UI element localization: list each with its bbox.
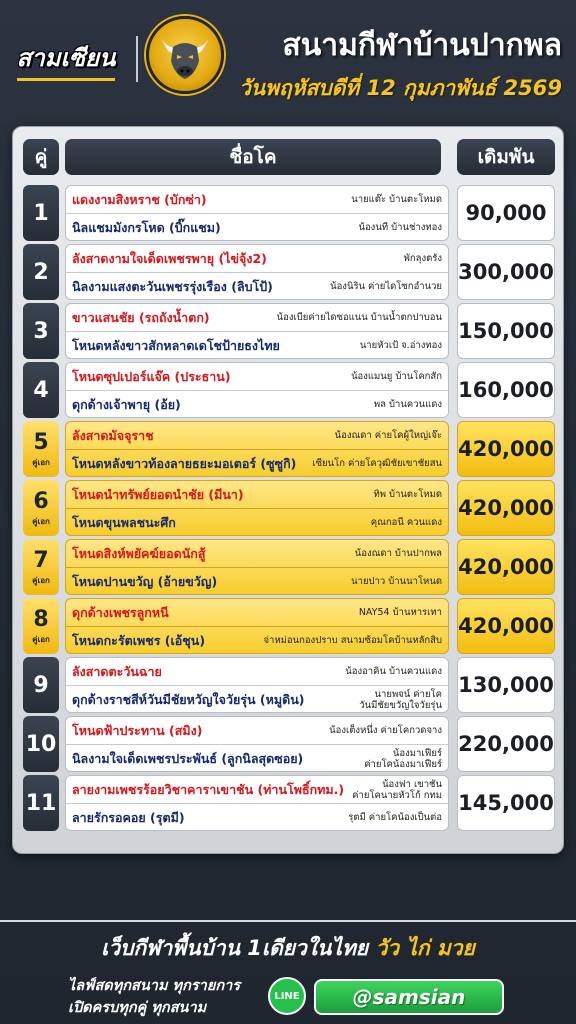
red-bull-name: ลังสาดงามใจเด็ดเพชรพายุ (ไข่จุ้ง2) bbox=[72, 251, 267, 266]
match-table bbox=[12, 126, 564, 854]
red-corner-line bbox=[66, 422, 448, 450]
footer-slogan bbox=[0, 932, 576, 965]
blue-owner-line-2: ค่ายโคน้องมาเฟียร์ bbox=[364, 759, 442, 770]
bull-names bbox=[65, 539, 449, 595]
blue-bull-name: โหนดขุนพลชนะศึก bbox=[72, 515, 176, 530]
match-number bbox=[23, 716, 59, 772]
match-row bbox=[21, 775, 557, 831]
match-number-value: 11 bbox=[25, 790, 57, 816]
blue-bull-name: นิลแชมมังกรโหด (บิ๊กแชม) bbox=[72, 220, 221, 235]
blue-owner-line-2: วันมีชัยขวัญใจวัยรุ่น bbox=[359, 700, 442, 711]
blue-corner-line bbox=[66, 686, 448, 713]
red-owner-line-1: น้องฟา เขาชัน bbox=[382, 779, 442, 790]
blue-bull-name: โหนดปานขวัญ (อ้ายขวัญ) bbox=[72, 574, 218, 589]
red-owner: นายแต๊ะ บ้านตะโหมด bbox=[351, 194, 442, 205]
blue-corner-line bbox=[66, 391, 448, 418]
footer bbox=[0, 862, 576, 1024]
match-number-value: 6 bbox=[33, 488, 49, 514]
red-bull-name: โหนดสิงห์พยัคฆ์ยอดนักสู้ bbox=[72, 546, 206, 561]
blue-corner-line bbox=[66, 804, 448, 831]
column-header-pair: คู่ bbox=[23, 139, 59, 175]
header bbox=[0, 0, 576, 118]
red-owner: พักลุงตรัง bbox=[403, 253, 442, 264]
red-bull-name: โหนดฟ้าประทาน (สมิง) bbox=[72, 723, 203, 738]
blue-corner-line bbox=[66, 745, 448, 772]
bull-names bbox=[65, 598, 449, 654]
blue-owner-line-1: นายพจน์ ค่ายโค bbox=[374, 689, 442, 700]
red-bull-name: ลังสาดตะวันฉาย bbox=[72, 664, 162, 679]
blue-corner-line bbox=[66, 273, 448, 300]
match-row bbox=[21, 716, 557, 772]
blue-corner-line bbox=[66, 332, 448, 359]
match-row bbox=[21, 362, 557, 418]
blue-corner-line bbox=[66, 568, 448, 595]
match-number bbox=[23, 657, 59, 713]
blue-owner: นายปาว บ้านนาโหนด bbox=[351, 576, 442, 587]
match-row bbox=[21, 303, 557, 359]
main-event-tag: คู่เอก bbox=[32, 516, 50, 526]
match-row bbox=[21, 244, 557, 300]
slogan-tail: วัว ไก่ มวย bbox=[375, 936, 475, 960]
blue-owner: พล บ้านควนแดง bbox=[373, 399, 442, 410]
match-number-value: 7 bbox=[33, 547, 49, 573]
bull-names bbox=[65, 775, 449, 831]
red-bull-name: ดุกด้างเพชรลูกหนี bbox=[72, 605, 169, 620]
red-owner: น้องณดา ค่ายโคผู้ใหญ่เจ๊ะ bbox=[334, 430, 442, 441]
red-owner: น้องแมนยู บ้านโคกสัก bbox=[351, 371, 442, 382]
blue-bull-name: ดุกด้างเจ้าพายุ (อ้ย) bbox=[72, 397, 181, 412]
event-date: วันพฤหัสบดีที่ 12 กุมภาพันธ์ 2569 bbox=[239, 76, 562, 100]
match-number bbox=[23, 539, 59, 595]
bull-names bbox=[65, 480, 449, 536]
bet-amount: 145,000 bbox=[457, 775, 555, 831]
blue-owner: น้องนิริน ค่ายไดโซกอำนวย bbox=[330, 281, 442, 292]
bet-amount: 130,000 bbox=[457, 657, 555, 713]
bull-head-icon bbox=[155, 25, 215, 85]
red-bull-name: แดงงามสิงหราช (บักซ่า) bbox=[72, 192, 207, 207]
red-corner-line bbox=[66, 186, 448, 214]
red-bull-name: ลังสาดมัจจุราช bbox=[72, 428, 154, 443]
match-number bbox=[23, 185, 59, 241]
red-owner: น้องเต็งหนึ่ง ค่ายโคกวดจาง bbox=[329, 725, 442, 736]
bet-amount: 420,000 bbox=[457, 480, 555, 536]
column-header-name: ชื่อโค bbox=[65, 139, 441, 175]
match-number-value: 2 bbox=[33, 259, 49, 285]
match-number-value: 5 bbox=[33, 429, 49, 455]
blue-owner: รุตมี ค่ายโคน้องเป็นต่อ bbox=[348, 812, 442, 823]
red-owner: น้องอาคิน บ้านควนแดง bbox=[345, 666, 442, 677]
bet-amount: 150,000 bbox=[457, 303, 555, 359]
brand-divider bbox=[136, 36, 138, 82]
match-number bbox=[23, 362, 59, 418]
bull-names bbox=[65, 716, 449, 772]
blue-owner: คุณกอนี ควนแดง bbox=[370, 517, 442, 528]
blue-bull-name: โหนดกะรัตเพชร (เอ้ชุน) bbox=[72, 633, 206, 648]
match-number-value: 3 bbox=[33, 318, 49, 344]
match-number bbox=[23, 303, 59, 359]
bet-amount: 220,000 bbox=[457, 716, 555, 772]
red-corner-line bbox=[66, 304, 448, 332]
blue-corner-line bbox=[66, 627, 448, 654]
match-number bbox=[23, 598, 59, 654]
red-bull-name: ขาวแสนชัย (รถถังน้ำตก) bbox=[72, 310, 210, 325]
match-number-value: 4 bbox=[33, 377, 49, 403]
match-row bbox=[21, 421, 557, 477]
match-row bbox=[21, 539, 557, 595]
venue-title: สนามกีฬาบ้านปากพล bbox=[282, 28, 562, 63]
match-row bbox=[21, 185, 557, 241]
red-owner: NAY54 บ้านหารเทา bbox=[358, 607, 442, 618]
slogan-main: เว็บกีฬาพื้นบ้าน 1เดียวในไทย bbox=[101, 936, 369, 960]
blue-corner-line bbox=[66, 450, 448, 477]
blue-owner: นายหัวเป้ จ.อ่างทอง bbox=[359, 340, 442, 351]
bet-amount: 420,000 bbox=[457, 539, 555, 595]
blue-corner-line bbox=[66, 214, 448, 241]
bull-names bbox=[65, 303, 449, 359]
footer-line-2: เปิดครบทุกคู่ ทุกสนาม bbox=[68, 1000, 207, 1016]
brand-logo bbox=[4, 40, 128, 78]
bull-names bbox=[65, 244, 449, 300]
match-row bbox=[21, 657, 557, 713]
blue-bull-name: นิลงามแสงตะวันเพชรรุ่งเรือง (ลิบโป้) bbox=[72, 279, 273, 294]
red-corner-line bbox=[66, 481, 448, 509]
red-owner: ทิพ บ้านตะโหมด bbox=[373, 489, 442, 500]
red-corner-line bbox=[66, 245, 448, 273]
match-number-value: 10 bbox=[25, 731, 57, 757]
red-bull-name: ลายงามเพชรร้อยวิชาคาราเขาชัน (ท่านโพธิ์กทม.) bbox=[72, 782, 345, 797]
brand-name: สามเซียน bbox=[17, 38, 116, 81]
main-event-tag: คู่เอก bbox=[32, 575, 50, 585]
blue-bull-name: นิลงามใจเด็ดเพชรประพันธ์ (ลูกนิลสุดซอย) bbox=[72, 751, 304, 766]
bet-amount: 160,000 bbox=[457, 362, 555, 418]
red-corner-line bbox=[66, 599, 448, 627]
match-number-value: 8 bbox=[33, 606, 49, 632]
blue-bull-name: ดุกด้างราชสีห์วันมีชัยหวัญใจวัยรุ่น (หมูดิน) bbox=[72, 692, 305, 707]
match-number bbox=[23, 480, 59, 536]
footer-divider bbox=[0, 920, 576, 922]
bull-logo-icon bbox=[146, 16, 224, 94]
match-number bbox=[23, 421, 59, 477]
blue-owner: เซียนโก ค่ายโควุฒิชัยเขาชัยสน bbox=[312, 458, 442, 469]
red-bull-name: โหนดซุปเปอร์แจ๊ค (ประธาน) bbox=[72, 369, 231, 384]
red-owner: น้องเบียค่ายไดซอแนน บ้านน้ำตกปาบอน bbox=[276, 312, 442, 323]
main-event-tag: คู่เอก bbox=[32, 634, 50, 644]
red-owner-line-2: ค่ายโคนายหัวโก้ กทม bbox=[352, 790, 442, 801]
bet-amount: 90,000 bbox=[457, 185, 555, 241]
blue-bull-name: ลายรักรอคอย (รุตมี) bbox=[72, 810, 185, 825]
red-corner-line bbox=[66, 363, 448, 391]
blue-bull-name: โหนดหลังขาวท้องลายธยะมอเตอร์ (ซูซูกิ) bbox=[72, 456, 297, 471]
red-owner bbox=[352, 779, 442, 801]
bet-amount: 420,000 bbox=[457, 598, 555, 654]
blue-owner: จ่าหม่อนกองปราบ สนามซ้อมโคบ้านหลักสิบ bbox=[263, 635, 442, 646]
match-number-value: 9 bbox=[33, 672, 49, 698]
match-number bbox=[23, 775, 59, 831]
blue-corner-line bbox=[66, 509, 448, 536]
line-app-icon[interactable]: LINE bbox=[268, 977, 306, 1015]
bet-amount: 420,000 bbox=[457, 421, 555, 477]
bull-names bbox=[65, 185, 449, 241]
red-owner: น้องณดา บ้านปากพล bbox=[354, 548, 442, 559]
red-corner-line bbox=[66, 658, 448, 686]
line-handle-button[interactable]: @samsian bbox=[314, 979, 504, 1015]
red-corner-line bbox=[66, 540, 448, 568]
red-corner-line bbox=[66, 776, 448, 804]
blue-owner bbox=[359, 689, 442, 711]
match-row bbox=[21, 598, 557, 654]
main-event-tag: คู่เอก bbox=[32, 457, 50, 467]
red-corner-line bbox=[66, 717, 448, 745]
blue-bull-name: โหนดหลังขาวสักหลาดเดโชป้ายธงไทย bbox=[72, 338, 280, 353]
blue-owner: น้องนที บ้านช่างทอง bbox=[358, 222, 442, 233]
bull-names bbox=[65, 362, 449, 418]
blue-owner bbox=[364, 748, 442, 770]
bull-names bbox=[65, 421, 449, 477]
bet-amount: 300,000 bbox=[457, 244, 555, 300]
bull-names bbox=[65, 657, 449, 713]
match-number bbox=[23, 244, 59, 300]
blue-owner-line-1: น้องมาเฟียร์ bbox=[392, 748, 442, 759]
column-header-bet: เดิมพัน bbox=[457, 139, 555, 175]
match-row bbox=[21, 480, 557, 536]
match-number-value: 1 bbox=[33, 200, 49, 226]
red-bull-name: โหนดนำทรัพย์ยอดนำชัย (มีนา) bbox=[72, 487, 244, 502]
footer-line-1: ไลฟ์สดทุกสนาม ทุกรายการ bbox=[68, 978, 241, 994]
